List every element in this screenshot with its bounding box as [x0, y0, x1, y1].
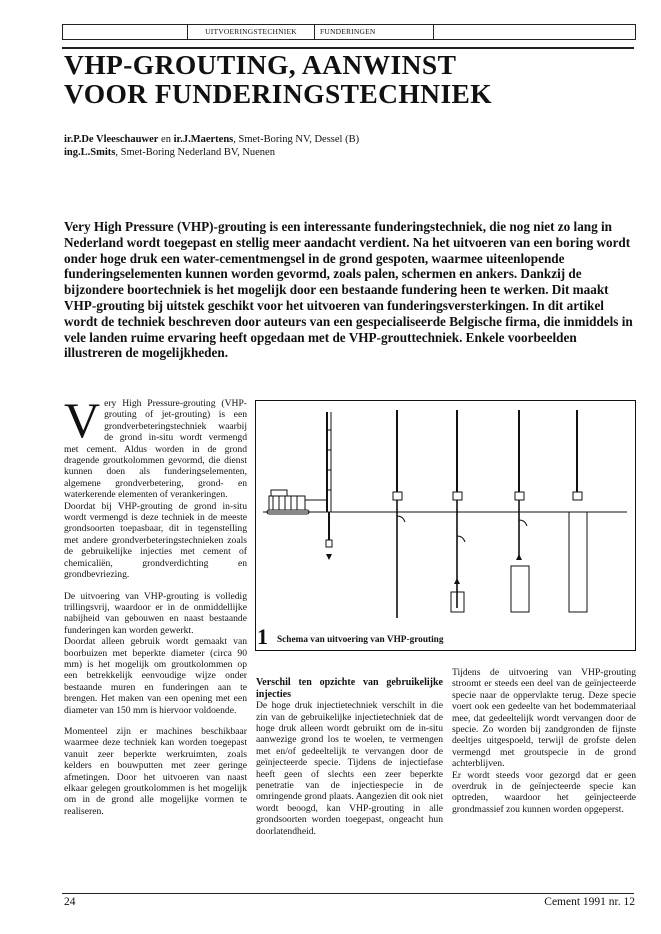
article-title	[64, 50, 644, 108]
arrow-up-icon	[454, 578, 460, 584]
section-subhead: Verschil ten opzichte van gebruikelijke injecties	[256, 677, 443, 700]
author-block	[64, 133, 564, 159]
author-3: ing.L.Smits	[64, 147, 116, 158]
author-1: ir.P.De Vleeschauwer	[64, 134, 159, 145]
section-label: UITVOERINGSTECHNIEK	[187, 25, 315, 39]
title-line-1: VHP-GROUTING, AANWINST	[64, 49, 457, 80]
body-column-1	[64, 392, 247, 817]
body-paragraph-2: Doordat bij VHP-grouting de grond in-situ wordt vermengd is deze techniek in de meeste grondsoorten toepasbaar, dit in tegenstelling met andere grondverbeteringstechnieken zoals de gebruikelijke injecties met cement of chemicaliën, grondverdichting en grondbevriezing.	[64, 500, 247, 581]
body-paragraph-1: ery High Pressure-grouting (VHP-grouting of jet-grouting) is een grondverbeteringstechniek waarbij de grond in-situ wordt vermengd met cement. Aldus worden in de grond dragende groutkolommen gevormd, die dienst kunnen doen als funderingselementen, algemene grondverbetering, grond- en waterkerende elementen of verankeringen.	[64, 398, 247, 501]
drop-cap: V	[64, 392, 101, 448]
arrow-down-icon	[326, 554, 332, 560]
author-sep: en	[158, 134, 174, 145]
figure-caption: Schema van uitvoering van VHP-grouting	[277, 635, 444, 645]
body-paragraph-3: De uitvoering van VHP-grouting is volledig trillingsvrij, waardoor er in de onmiddellijke nabijheid van gebouwen en naast bestaande funderingen kan worden gewerkt.	[64, 590, 247, 636]
body-paragraph-7: Tijdens de uitvoering van VHP-grouting stroomt er steeds een deel van de geïnjecteerde specie naar de oppervlakte terug. Deze specie voert ook een gedeelte van het bodemmateriaal mee, dat gedeeltelijk wordt vervangen door de specie. Zo worden bij zandgronden de fijnste deeltjes uitgespoeld, terwijl de grofste delen vermengd met groutspecie in de grond achterblijven.	[452, 667, 636, 770]
figure-frame	[256, 401, 636, 651]
body-paragraph-6: De hoge druk injectietechniek verschilt in die zin van de gebruikelijke injectietechniek dat de hoge druk alleen wordt gebruikt om de in-situ aanwezige grond los te woelen, te vermengen met en/of gedeeltelijk te vervangen door de geïnjecteerde specie. Tijdens de injectiefase heeft geen of slechts een zeer beperkte penetratie van de injectiespecie in de omringende grond plaats. Aangezien dit ook niet wordt beoogd, kan VHP-grouting in alle grondsoorten worden toegepast, ongeacht hun doorlatendheid.	[256, 700, 443, 837]
topic-label: FUNDERINGEN	[314, 25, 434, 39]
figure-number: 1	[257, 624, 268, 649]
arrow-up-icon	[516, 554, 522, 560]
journal-citation: Cement 1991 nr. 12	[544, 896, 635, 908]
footer-rule	[62, 893, 634, 894]
stage-5-column	[569, 410, 587, 612]
drilling-rig-icon	[267, 412, 332, 547]
body-paragraph-4: Doordat alleen gebruik wordt gemaakt van boorbuizen met beperkte diameter (circa 90 mm) is het mogelijk om groutkolommen op een betrekkelijk eenvoudige wijze onder bestaande muren en funderingen aan te brengen. Het maken van een opening met een diameter van 150 mm is hiervoor voldoende.	[64, 636, 247, 716]
section-header	[62, 24, 636, 40]
body-paragraph-5: Momenteel zijn er machines beschikbaar waarmee deze techniek kan worden toegepast vanuit zeer beperkte werkruimten, zoals kelders en bouwputten met zeer geringe afmetingen. Door het uitvoeren van naast elkaar gelegen groutkolommen is het mogelijk om in de grond alle mogelijke vormen te realiseren.	[64, 725, 247, 817]
stage-2-drill	[393, 410, 405, 618]
author-2: ir.J.Maertens	[173, 134, 234, 145]
affiliation-2: , Smet-Boring Nederland BV, Nuenen	[115, 147, 275, 158]
lead-paragraph: Very High Pressure (VHP)-grouting is een interessante funderingstechniek, die nog niet zo lang in Nederland wordt toegepast en stellig meer aandacht verdient. Na het uitvoeren van een boring wordt onder hoge druk een water-cementmengsel in de grond gespoten, waarmee uiteenlopende funderingselementen kunnen worden gevormd, zoals palen, schermen en ankers. Dankzij de bijzondere boortechniek is het mogelijk door een bestaande fundering heen te werken. Dit maakt VHP-grouting bij uitstek geschikt voor het uitvoeren van funderingsversterkingen. In dit artikel wordt de techniek beschreven door auteurs van een gespecialiseerde Belgische firma, die inmiddels in vele landen ruime ervaring heeft opgedaan met de VHP-grouttechniek. Enkele voorbeelden illustreren de mogelijkheden.	[64, 219, 633, 361]
body-column-2	[256, 667, 443, 837]
affiliation-1: , Smet-Boring NV, Dessel (B)	[233, 134, 360, 145]
title-line-2: VOOR FUNDERINGSTECHNIEK	[64, 78, 493, 109]
grouting-schema-diagram	[255, 400, 636, 652]
page-number: 24	[64, 896, 76, 908]
body-paragraph-8: Er wordt steeds voor gezorgd dat er geen overdruk in de geïnjecteerde specie kan optreden, waardoor het geïnjecteerde grondmassief zou kunnen worden opgeperst.	[452, 769, 636, 815]
figure-1	[255, 400, 636, 652]
body-column-3	[452, 667, 636, 815]
stage-4-drill	[511, 410, 529, 612]
